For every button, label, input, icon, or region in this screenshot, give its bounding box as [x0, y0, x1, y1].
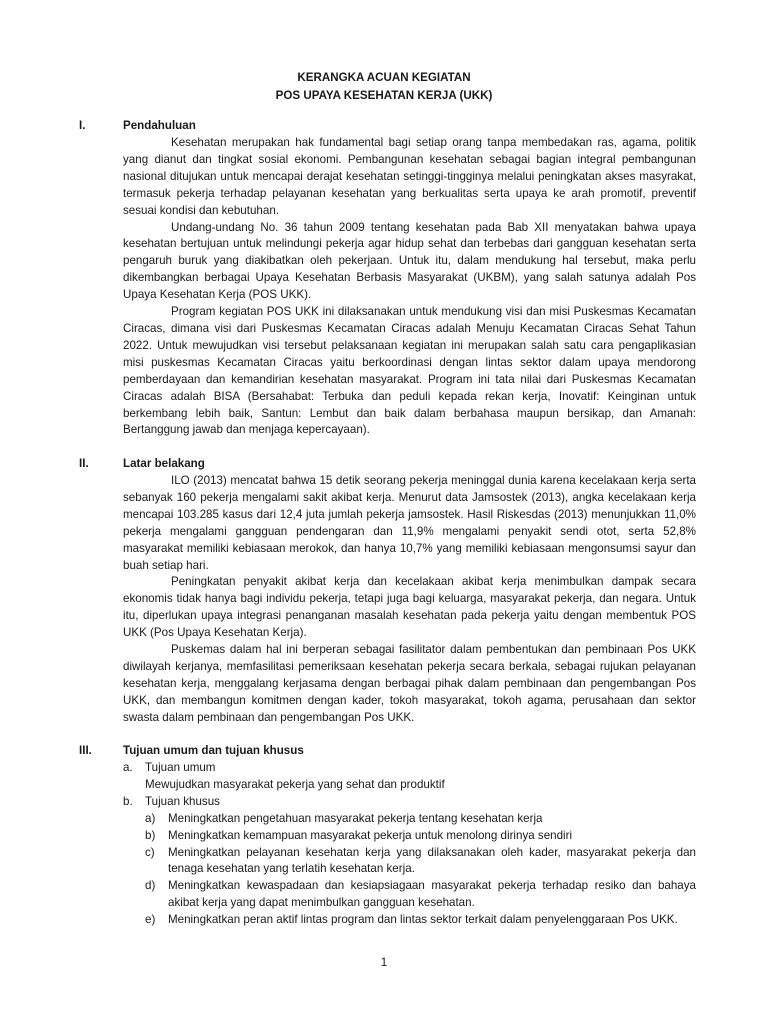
- section-pendahuluan: [79, 118, 696, 439]
- paragraph: Peningkatan penyakit akibat kerja dan kecelakaan akibat kerja menimbulkan dampak secara ekonomis tidak hanya bagi individu pekerja, tetapi juga bagi keluarga, masyarakat pekerja, dan negara. Untuk itu, diperlukan upaya integrasi penanganan masalah kesehatan pada pekerja yaitu dengan membentuk POS UKK (Pos Upaya Kesehatan Kerja).: [123, 575, 696, 640]
- section-latar-belakang: [79, 456, 696, 727]
- list-item-text: Meningkatkan kewaspadaan dan kesiapsiagaan masyarakat pekerja terhadap resiko dan bahaya akibat kerja yang dapat menimbulkan gangguan kesehatan.: [168, 879, 696, 910]
- section-title: Pendahuluan: [123, 119, 196, 132]
- list-marker: e): [145, 913, 156, 927]
- list-item-text: Meningkatkan pelayanan kesehatan kerja yang dilaksanakan oleh kader, masyarakat pekerja dan tenaga kesehatan yang terlatih kesehatan kerja.: [168, 845, 696, 876]
- list-marker: c): [145, 845, 155, 859]
- section-number: III.: [79, 744, 92, 757]
- section-body: [123, 760, 696, 929]
- list-item-text: Meningkatkan kemampuan masyarakat pekerja untuk menolong dirinya sendiri: [168, 828, 573, 842]
- section-title: Tujuan umum dan tujuan khusus: [123, 744, 304, 757]
- list-item-label: Tujuan khusus: [145, 794, 220, 808]
- list-item-label: Tujuan umum: [145, 761, 216, 774]
- list-item-tujuan-khusus: [123, 794, 696, 811]
- list-marker: b.: [123, 794, 133, 808]
- list-item: [145, 912, 696, 929]
- section-number: I.: [79, 119, 86, 132]
- list-marker: d): [145, 879, 156, 893]
- section-title: Latar belakang: [123, 457, 205, 470]
- tujuan-khusus-list: [145, 811, 696, 929]
- list-item-text: Meningkatkan pengetahuan masyarakat pekerja tentang kesehatan kerja: [168, 811, 543, 825]
- paragraph: Program kegiatan POS UKK ini dilaksanakan untuk mendukung visi dan misi Puskesmas Kecamatan Ciracas, dimana visi dari Puskesmas Kecamatan Ciracas adalah Menuju Kecamatan Ciracas Sehat Tahun 2022. Untuk mewujudkan visi tersebut pelaksanaan kegiatan ini merupakan salah satu cara pengaplikasian misi puskesmas Kecamatan Ciracas yaitu berkoordinasi dengan lintas sektor dalam upaya mendorong pemberdayaan dan kemandirian kesehatan masyarakat. Program ini tata nilai dari Puskesmas Kecamatan Ciracas adalah BISA (Bersahabat: Terbuka dan peduli kepada rekan kerja, Inovatif: Keinginan untuk berkembang lebih baik, Santun: Lembut dan baik dalam berbahasa maupun bersikap, dan Amanah: Bertanggung jawab dan menjaga kepercayaan).: [123, 305, 696, 437]
- section-body: [123, 473, 696, 727]
- paragraph: ILO (2013) mencatat bahwa 15 detik seorang pekerja meninggal dunia karena kecelakaan kerja serta sebanyak 160 pekerja mengalami sakit akibat kerja. Menurut data Jamsostek (2013), angka kecelakaan kerja mencapai 103.285 kasus dari 12,4 juta jumlah pekerja jamsostek. Hasil Riskesdas (2013) menunjukkan 11,0% pekerja mengalami gangguan pendengaran dan 11,9% mengalami penyakit sendi otot, serta 52,8% masyarakat memiliki kebiasaan merokok, dan hanya 10,7% yang memiliki kebiasaan mengonsumsi sayur dan buah setiap hari.: [123, 474, 696, 572]
- section-tujuan: [79, 743, 696, 929]
- list-marker: a): [145, 811, 156, 825]
- section-number: II.: [79, 457, 89, 470]
- page-number: 1: [380, 956, 388, 969]
- list-marker: a.: [123, 761, 133, 774]
- list-item-tujuan-umum: [123, 760, 696, 777]
- paragraph: Kesehatan merupakan hak fundamental bagi setiap orang tanpa membedakan ras, agama, politik yang dianut dan tingkat sosial ekonomi. Pembangunan kesehatan sebagai bagian integral pembangunan nasional ditujukan untuk mencapai derajat kesehatan setinggi-tingginya melalui peningkatan akses masyrakat, termasuk pekerja terhadap pelayanan kesehatan yang berkualitas serta upaya ke arah promotif, preventif sesuai kondisi dan kebutuhan.: [123, 136, 696, 217]
- section-heading: [79, 118, 696, 135]
- section-heading: [79, 743, 696, 760]
- list-marker: b): [145, 828, 156, 842]
- list-item-text: Meningkatkan peran aktif lintas program dan lintas sektor terkait dalam penyelenggaraan Pos UKK.: [168, 913, 678, 927]
- document-subtitle: POS UPAYA KESEHATAN KERJA (UKK): [275, 89, 493, 102]
- list-item: [145, 845, 696, 879]
- paragraph: Puskemas dalam hal ini berperan sebagai fasilitator dalam pembentukan dan pembinaan Pos UKK diwilayah kerjanya, memfasilitasi pemeriksaan kesehatan pekerja secara berkala, sebagai rujukan pelayanan kesehatan kerja, menggalang kerjasama dengan berbagai pihak dalam pembinaan dan pengembangan Pos UKK, dan membangun komitmen dengan kader, tokoh masyarakat, tokoh agama, perusahaan dan sektor swasta dalam pembinaan dan pengembangan Pos UKK.: [123, 643, 696, 724]
- tujuan-umum-text: Mewujudkan masyarakat pekerja yang sehat dan produktif: [145, 777, 445, 791]
- list-item: [145, 878, 696, 912]
- document-title: KERANGKA ACUAN KEGIATAN: [297, 71, 471, 84]
- list-item: [145, 811, 696, 828]
- paragraph: Undang-undang No. 36 tahun 2009 tentang kesehatan pada Bab XII menyatakan bahwa upaya kesehatan bertujuan untuk melindungi pekerja agar hidup sehat dan terbebas dari gangguan kesehatan serta pengaruh buruk yang diakibatkan oleh pekerjaan. Untuk itu, dalam mendukung hal tersebut, maka perlu dikembangkan berbagai Upaya Kesehatan Berbasis Masyarakat (UKBM), yang salah satunya adalah Pos Upaya Kesehatan Kerja (POS UKK).: [123, 220, 696, 302]
- section-body: [123, 135, 696, 439]
- list-item: [145, 828, 696, 845]
- section-heading: [79, 456, 696, 473]
